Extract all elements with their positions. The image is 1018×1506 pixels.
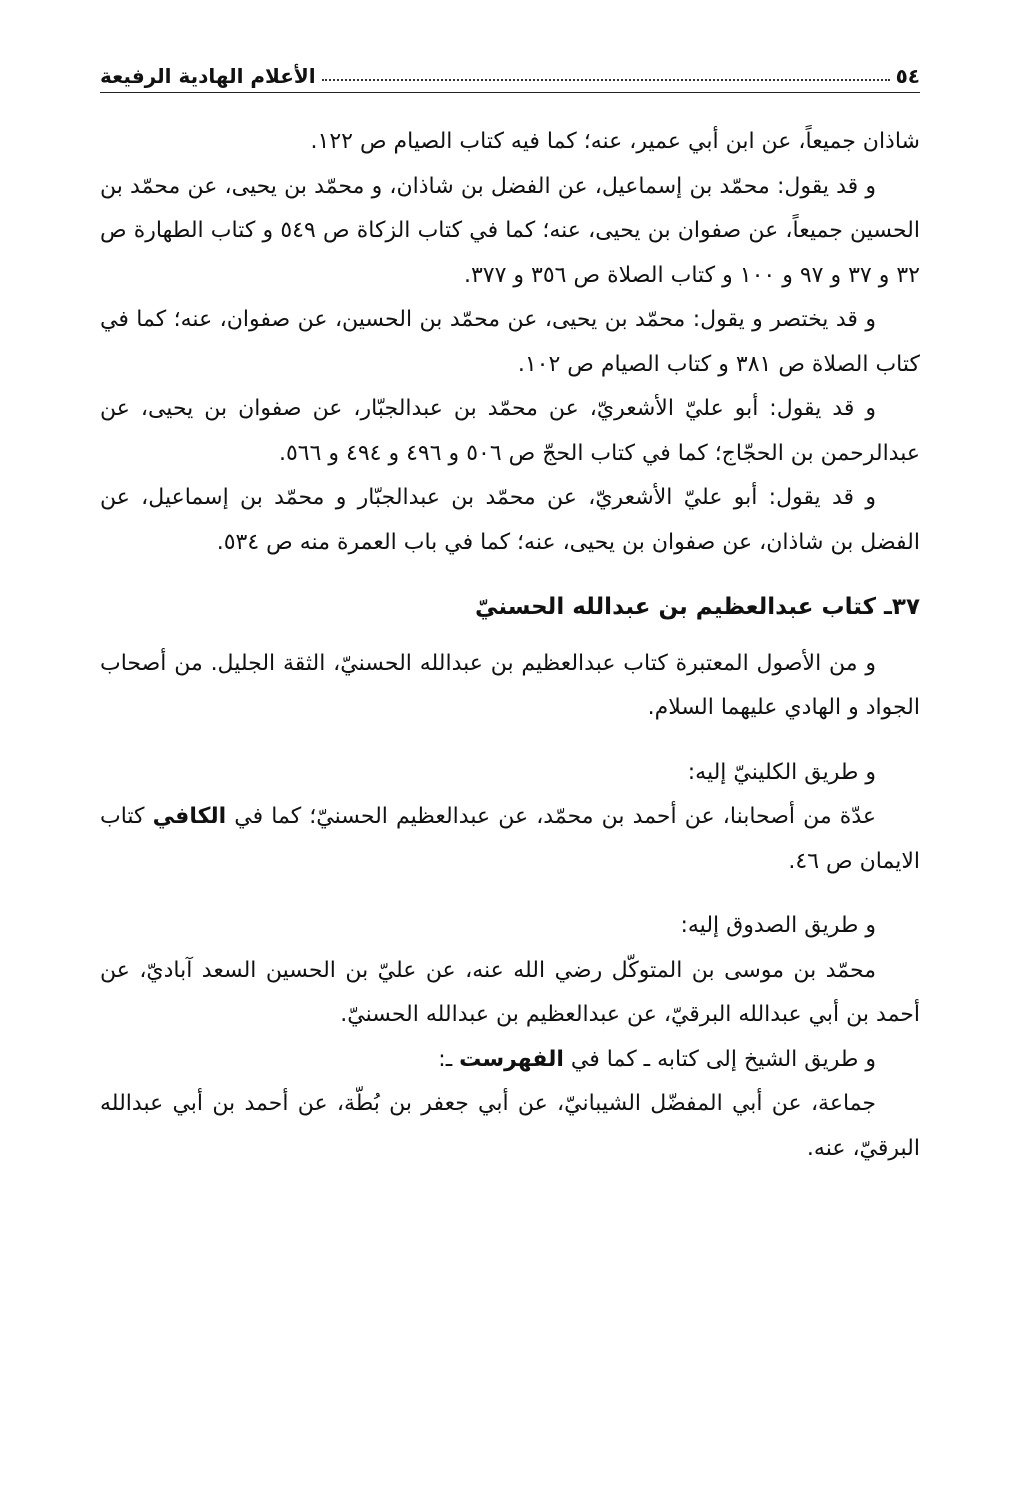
paragraph: و قد يختصر و يقول: محمّد بن يحيى، عن محمّد بن الحسين، عن صفوان، عنه؛ كما في كتاب الصلاة ص ٣٨١ و كتاب الصيام ص ١٠٢. — [100, 307, 920, 377]
section-heading: ٣٧ـ كتاب عبدالعظيم بن عبدالله الحسنيّ — [475, 594, 920, 620]
header-rule — [100, 92, 920, 93]
saduq-route-label: و طريق الصدوق إليه: — [680, 913, 876, 938]
book-title: الأعلام الهادية الرفيعة — [100, 64, 316, 88]
page-number: ٥٤ — [895, 64, 920, 88]
shaykh-route-label — [100, 1038, 920, 1083]
shaykh-label-end: ـ: — [438, 1046, 460, 1072]
kafi-title: الكافي — [152, 804, 227, 829]
dotted-leader — [322, 79, 890, 81]
kulayni-text-end: كتاب الايمان ص ٤٦. — [100, 804, 920, 874]
shaykh-label-start: و طريق الشيخ إلى كتابه ـ كما في — [563, 1046, 876, 1072]
fihrist-title: الفهرست — [459, 1046, 564, 1072]
book-page — [100, 0, 920, 1506]
body-text — [100, 120, 920, 1171]
section-intro: و من الأصول المعتبرة كتاب عبدالعظيم بن عبدالله الحسنيّ، الثقة الجليل. من أصحاب الجواد و الهادي عليهما السلام. — [100, 650, 920, 720]
kulayni-route-label: و طريق الكلينيّ إليه: — [687, 759, 876, 785]
kulayni-text-start: عدّة من أصحابنا، عن أحمد بن محمّد، عن عبدالعظيم الحسنيّ؛ كما في — [226, 804, 876, 829]
shaykh-route-text: جماعة، عن أبي المفضّل الشيبانيّ، عن أبي جعفر بن بُطّة، عن أحمد بن أبي عبدالله البرقيّ، عنه. — [100, 1091, 920, 1161]
paragraph: و قد يقول: أبو عليّ الأشعريّ، عن محمّد بن عبدالجبّار و محمّد بن إسماعيل، عن الفضل بن شاذان، عن صفوان بن يحيى، عنه؛ كما في باب العمرة منه ص ٥٣٤. — [100, 485, 920, 555]
kulayni-route-text — [100, 795, 920, 884]
paragraph: و قد يقول: محمّد بن إسماعيل، عن الفضل بن شاذان، و محمّد بن يحيى، عن محمّد بن الحسين جميعاً، عن صفوان بن يحيى، عنه؛ كما في كتاب الزكاة ص ٥٤٩ و كتاب الطهارة ص ٣٢ و ٣٧ و ٩٧ و ١٠٠ و كتاب الصلاة ص ٣٥٦ و ٣٧٧. — [100, 173, 920, 288]
paragraph-continuation: شاذان جميعاً، عن ابن أبي عمير، عنه؛ كما فيه كتاب الصيام ص ١٢٢. — [310, 129, 920, 154]
saduq-route-text: محمّد بن موسى بن المتوكّل رضي الله عنه، عن عليّ بن الحسين السعد آباديّ، عن أحمد بن أبي عبدالله البرقيّ، عن عبدالعظيم بن عبدالله الحسنيّ. — [100, 957, 920, 1027]
running-header — [100, 52, 920, 88]
paragraph: و قد يقول: أبو عليّ الأشعريّ، عن محمّد بن عبدالجبّار، عن صفوان بن يحيى، عن عبدالرحمن بن الحجّاج؛ كما في كتاب الحجّ ص ٥٠٦ و ٤٩٦ و ٤٩٤ و ٥٦٦. — [100, 396, 920, 466]
